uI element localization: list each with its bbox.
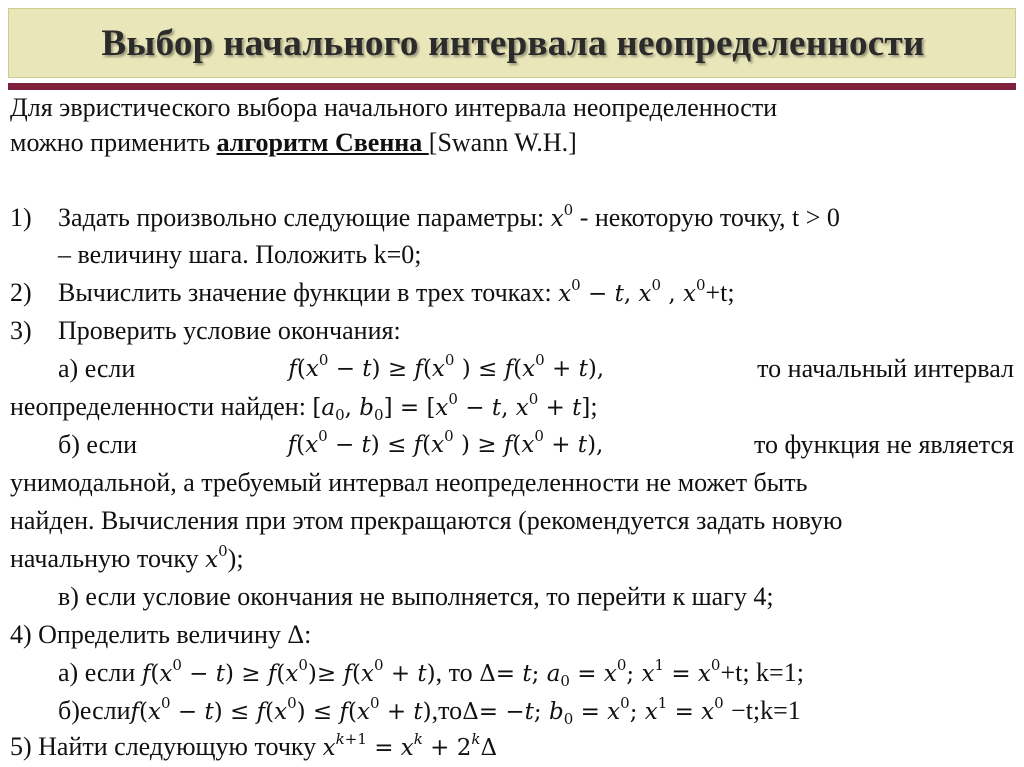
step-1-text-c: – величину шага. Положить k=0;	[58, 240, 422, 269]
step-3b-line-3	[10, 505, 1014, 537]
step-3b-text-3: найден. Вычисления при этом прекращаются (рекомендуется задать новую	[10, 506, 843, 535]
step-3b-line-2	[10, 467, 1014, 499]
formula-three-points: $x^0 - t$, $x^0$ , $x^0$	[558, 276, 706, 307]
step-2-text: Вычислить значение функции в трех точках:	[58, 278, 559, 307]
formula-4a-result: Δ= t; $a_0 = x^0$; $x^1 = x^0$	[479, 656, 721, 690]
step-3b-text-5: );	[227, 544, 244, 573]
formula-4b-result: Δ= −t; $b_0 = x^0$; $x^1 = x^0$	[462, 694, 724, 728]
step-3a-label: а) если	[58, 354, 136, 383]
intro-text-2: можно применить	[10, 128, 217, 157]
formula-3a: $f(x^0 - t) \ge f(x^0$ ) ≤ $f(x^0 + t)$,	[288, 351, 605, 382]
step-1-line-2	[58, 239, 421, 271]
step-3b-text: то функция не является	[753, 430, 1014, 459]
step-3c-text: в) если условие окончания не выполняется, то перейти к шагу 4;	[58, 582, 774, 611]
step-2-text-b: +t;	[705, 278, 735, 307]
step-3b	[58, 429, 1014, 461]
step-3a-line-2: неопределенности найден: [$a_0$, $b_0] = [x^0 - t$, $x^0 + t$];	[10, 390, 598, 424]
step-4b-label: б)если	[58, 696, 131, 725]
step-3b-line-4	[10, 543, 244, 576]
step-4b-end: −t;k=1	[731, 696, 801, 725]
intro-line-2	[10, 127, 577, 159]
algorithm-name: алгоритм Свенна	[216, 128, 429, 157]
step-4b-then: ,то	[431, 696, 463, 725]
step-3-text: Проверить условие окончания:	[58, 316, 401, 345]
step-5	[10, 731, 497, 764]
step-3b-text-2: унимодальной, а требуемый интервал неопределенности не может быть	[10, 468, 808, 497]
step-1	[10, 202, 840, 235]
step-4b	[58, 695, 801, 728]
step-4a	[58, 657, 804, 690]
step-3a-text: то начальный интервал	[757, 354, 1014, 383]
step-3b-label: б) если	[58, 430, 138, 459]
step-1-number: 1)	[10, 203, 32, 232]
slide-title: Выбор начального интервала неопределенности	[101, 23, 925, 64]
formula-x0-new: $x^0$	[205, 542, 228, 573]
intro-text-1: Для эвристического выбора начального интервала неопределенности	[10, 93, 778, 122]
intro-line-1	[10, 92, 1014, 124]
step-4a-end: +t; k=1;	[720, 658, 804, 687]
step-3a	[58, 353, 1014, 385]
step-1-text: Задать произвольно следующие параметры:	[58, 203, 551, 232]
step-1-text-b: - некоторую точку, t > 0	[573, 203, 840, 232]
formula-next-point: $x^{k+1} = x^k + 2^k\Delta$	[322, 730, 498, 761]
step-3-number: 3)	[10, 316, 32, 345]
step-4	[10, 619, 311, 651]
step-4-text: 4) Определить величину Δ:	[10, 620, 312, 649]
citation: [Swann W.H.]	[428, 128, 577, 157]
step-2-number: 2)	[10, 278, 32, 307]
formula-interval: [$a_0$, $b_0] = [x^0 - t$, $x^0 + t$]	[312, 390, 591, 424]
step-5-text: 5) Найти следующую точку	[10, 732, 323, 761]
formula-x0: $x^0$	[550, 201, 574, 232]
formula-4b-condition: $f(x^0 - t) \le f(x^0) \le f(x^0 + t)$	[130, 694, 432, 725]
step-4a-then: , то	[435, 658, 480, 687]
step-3b-text-4: начальную точку	[10, 544, 206, 573]
step-3a-text-2: неопределенности найден:	[10, 392, 313, 421]
step-3	[10, 315, 401, 347]
step-4a-label: а) если	[58, 658, 142, 687]
formula-4a-condition: $f(x^0 - t) \ge f(x^0)\ge f(x^0 + t)$	[141, 656, 436, 687]
formula-3b: $f(x^0 - t) \le f(x^0$ ) ≥ $f(x^0 + t)$,	[287, 427, 604, 458]
step-3c	[58, 581, 774, 613]
step-2	[10, 277, 735, 310]
